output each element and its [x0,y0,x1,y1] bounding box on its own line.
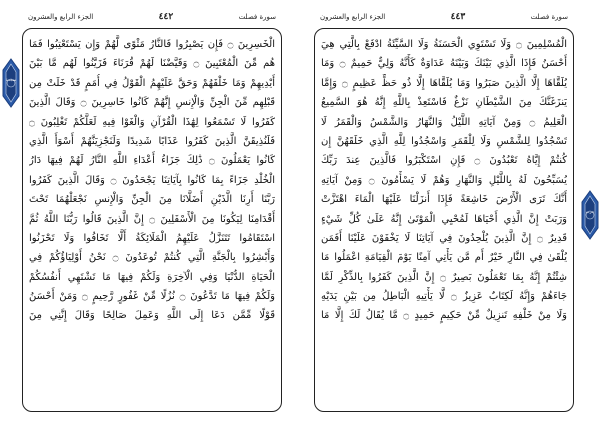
header-surah: سورة فصلت [238,13,276,21]
verse-line: شِئْتُمْ إِنَّهُ بِمَا تَعْمَلُونَ بَصِيرٌ ۝ إِنَّ الَّذِينَ كَفَرُوا بِالذِّكْرِ لَمَّا [321,271,567,283]
page-header [320,8,568,26]
header-juz: الجزء الرابع والعشرون [28,13,94,21]
verse-line: فَلَنُذِيقَنَّ الَّذِينَ كَفَرُوا عَذَابًا شَدِيدًا وَلَنَجْزِيَنَّهُمْ أَسْوَأَ الَّذِي [29,135,275,147]
verse-line: جَاءَهُمْ وَإِنَّهُ لَكِتَابٌ عَزِيزٌ ۝ لَّا يَأْتِيهِ الْبَاطِلُ مِن بَيْنِ يَدَيْهِ [321,291,567,303]
verse-line: أَحْسَنُ فَإِذَا الَّذِي بَيْنَكَ وَبَيْنَهُ عَدَاوَةٌ كَأَنَّهُ وَلِيٌّ حَمِيمٌ ۝ وَمَا [321,58,567,70]
verse-line: أَيْدِيهِمْ وَمَا خَلْفَهُمْ وَحَقَّ عَلَيْهِمُ الْقَوْلُ فِي أُمَمٍ قَدْ خَلَتْ مِن [29,77,275,89]
medallion-label: حزب [585,209,595,214]
verse-line: هُم مِّنَ الْمُعْتَبِينَ ۝ وَقَيَّضْنَا لَهُمْ قُرَنَاءَ فَزَيَّنُوا لَهُم مَّا بَيْنَ [29,58,275,70]
verse-line: كُنتُمْ إِيَّاهُ تَعْبُدُونَ ۝ فَإِنِ اسْتَكْبَرُوا فَالَّذِينَ عِندَ رَبِّكَ [321,155,567,167]
verse-line: الْمُسْلِمِينَ ۝ وَلَا تَسْتَوِي الْحَسَنَةُ وَلَا السَّيِّئَةُ ادْفَعْ بِالَّتِي هِيَ [321,39,567,50]
verse-line: كَانُوا يَعْمَلُونَ ۝ ذَٰلِكَ جَزَاءُ أَعْدَاءِ اللَّهِ النَّارُ لَهُمْ فِيهَا دَارُ [29,155,275,167]
verse-line: يُلَقَّاهَا إِلَّا الَّذِينَ صَبَرُوا وَمَا يُلَقَّاهَا إِلَّا ذُو حَظٍّ عَظِيمٍ ۝ وَإِمَّا [321,77,567,89]
page-right [314,8,574,412]
hizb-medallion-icon [580,190,600,240]
verse-line: يَنزَغَنَّكَ مِنَ الشَّيْطَانِ نَزْغٌ فَاسْتَعِذْ بِاللَّهِ إِنَّهُ هُوَ السَّمِيعُ [321,97,567,109]
text-frame [314,28,574,412]
page-number: ٤٤٢ [158,12,174,22]
verse-line: وَلَا مِنْ خَلْفِهِ تَنزِيلٌ مِّنْ حَكِيمٍ حَمِيدٍ ۝ مَّا يُقَالُ لَكَ إِلَّا مَا [321,310,567,322]
medallion-ornament-icon [580,190,600,240]
verse-line: رَبَّنَا أَرِنَا الَّذَيْنِ أَضَلَّانَا مِنَ الْجِنِّ وَالْإِنسِ نَجْعَلْهُمَا تَحْتَ [29,194,275,206]
verse-line: الْحَيَاةِ الدُّنْيَا وَفِي الْآخِرَةِ وَلَكُمْ فِيهَا مَا تَشْتَهِي أَنفُسُكُمْ [29,271,275,283]
verse-line: قَبْلِهِم مِّنَ الْجِنِّ وَالْإِنسِ إِنَّهُمْ كَانُوا خَاسِرِينَ ۝ وَقَالَ الَّذِينَ [29,97,275,109]
header-surah: سورة فصلت [530,13,568,21]
verse-line: وَرَبَتْ إِنَّ الَّذِي أَحْيَاهَا لَمُحْيِي الْمَوْتَىٰ إِنَّهُ عَلَىٰ كُلِّ شَيْءٍ [321,213,567,225]
page-header [28,8,276,26]
verse-line: قَوْلًا مِّمَّن دَعَا إِلَى اللَّهِ وَعَمِلَ صَالِحًا وَقَالَ إِنَّنِي مِنَ [29,310,275,322]
verse-line: اسْتَقَامُوا تَتَنَزَّلُ عَلَيْهِمُ الْمَلَائِكَةُ أَلَّا تَخَافُوا وَلَا تَحْزَنُوا [29,232,275,244]
verse-line: الْخُلْدِ جَزَاءً بِمَا كَانُوا بِآيَاتِنَا يَجْحَدُونَ ۝ وَقَالَ الَّذِينَ كَفَرُوا [29,174,275,186]
text-frame [22,28,282,412]
verse-line: الْعَلِيمُ ۝ وَمِنْ آيَاتِهِ اللَّيْلُ وَالنَّهَارُ وَالشَّمْسُ وَالْقَمَرُ لَا [321,116,567,128]
verse-lines [29,35,275,326]
verse-line: قَدِيرٌ ۝ إِنَّ الَّذِينَ يُلْحِدُونَ فِي آيَاتِنَا لَا يَخْفَوْنَ عَلَيْنَا أَفَمَن [321,232,567,244]
verse-line: أَقْدَامِنَا لِيَكُونَا مِنَ الْأَسْفَلِينَ ۝ إِنَّ الَّذِينَ قَالُوا رَبُّنَا اللَّهُ ثُمَّ [29,213,275,225]
verse-line: تَسْجُدُوا لِلشَّمْسِ وَلَا لِلْقَمَرِ وَاسْجُدُوا لِلَّهِ الَّذِي خَلَقَهُنَّ إِن [321,135,567,147]
medallion-label: سجدة [5,77,17,82]
medallion-ornament-icon [1,58,21,108]
verse-line: كَفَرُوا لَا تَسْمَعُوا لِهَٰذَا الْقُرْآنِ وَالْغَوْا فِيهِ لَعَلَّكُمْ تَغْلِبُونَ ۝ [29,116,275,128]
verse-line: يُسَبِّحُونَ لَهُ بِاللَّيْلِ وَالنَّهَارِ وَهُمْ لَا يَسْأَمُونَ ۝ وَمِنْ آيَاتِهِ [321,174,567,186]
header-juz: الجزء الرابع والعشرون [320,13,386,21]
page-number: ٤٤٣ [450,12,466,22]
verse-line: الْخَسِرِينَ ۝ فَإِن يَصْبِرُوا فَالنَّارُ مَثْوًى لَّهُمْ وَإِن يَسْتَعْتِبُوا فَمَا [29,39,275,50]
verse-line: يُلْقَىٰ فِي النَّارِ خَيْرٌ أَم مَّن يَأْتِي آمِنًا يَوْمَ الْقِيَامَةِ اعْمَلُوا مَا [321,252,567,264]
verse-lines [321,35,567,326]
verse-line: وَلَكُمْ فِيهَا مَا تَدَّعُونَ ۝ نُزُلًا مِّنْ غَفُورٍ رَّحِيمٍ ۝ وَمَنْ أَحْسَنُ [29,291,275,303]
sajda-medallion-icon [1,58,21,108]
verse-line: أَنَّكَ تَرَى الْأَرْضَ خَاشِعَةً فَإِذَا أَنزَلْنَا عَلَيْهَا الْمَاءَ اهْتَزَّتْ [321,194,567,206]
verse-line: وَأَبْشِرُوا بِالْجَنَّةِ الَّتِي كُنتُمْ تُوعَدُونَ ۝ نَحْنُ أَوْلِيَاؤُكُمْ فِي [29,252,275,264]
page-left [22,8,282,412]
